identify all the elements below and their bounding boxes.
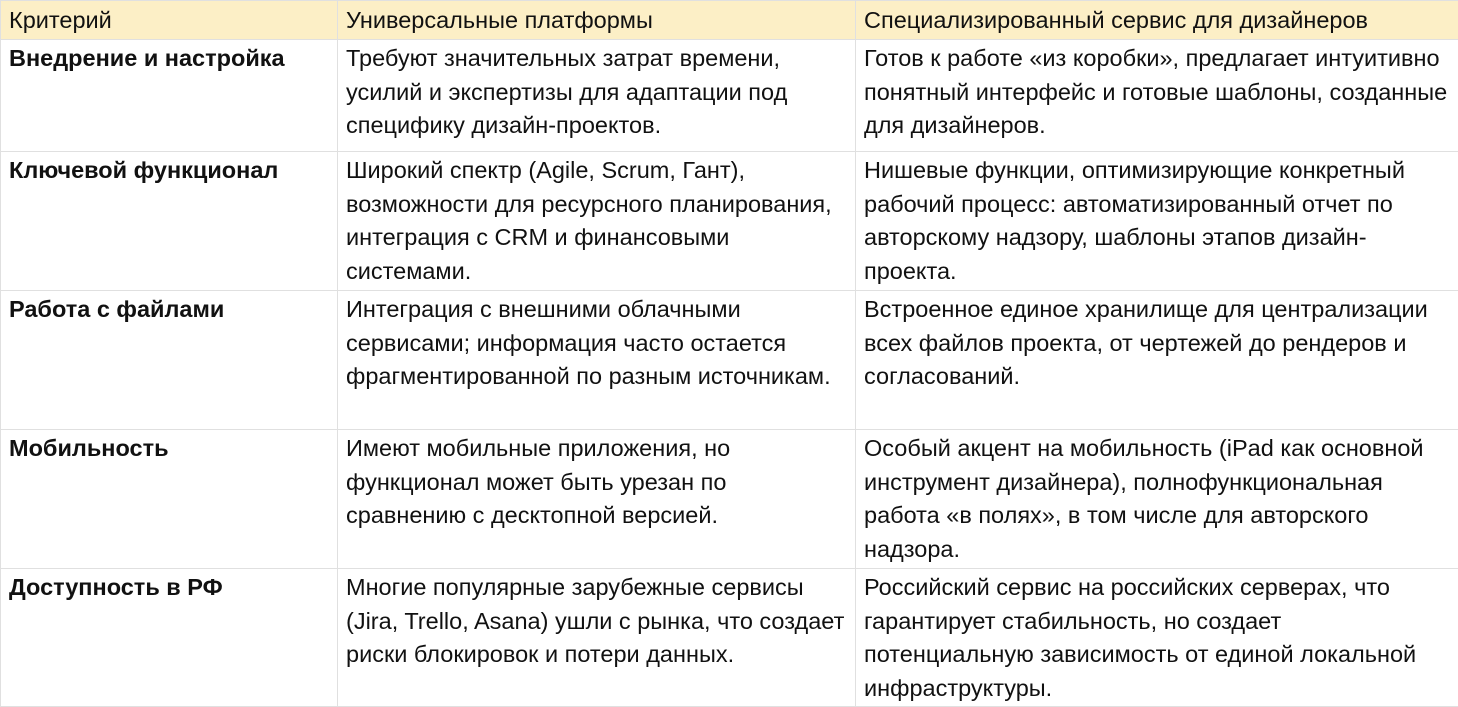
row-specialized-cell: Готов к работе «из коробки», предлагает интуитивно понятный интерфейс и готовые шаблоны, созданные для дизайнеров.	[856, 40, 1458, 152]
row-criterion: Доступность в РФ	[1, 569, 338, 707]
row-specialized-cell: Встроенное единое хранилище для централизации всех файлов проекта, от чертежей до рендеров и согласований.	[856, 291, 1458, 430]
row-universal-cell: Требуют значительных затрат времени, усилий и экспертизы для адаптации под специфику дизайн-проектов.	[338, 40, 856, 152]
table-row	[1, 569, 1458, 707]
table-row	[1, 291, 1458, 430]
row-specialized-cell: Российский сервис на российских серверах, что гарантирует стабильность, но создает потенциальную зависимость от единой локальной инфраструктуры.	[856, 569, 1458, 707]
table-row	[1, 152, 1458, 291]
header-criterion: Критерий	[1, 1, 338, 40]
row-universal-cell: Многие популярные зарубежные сервисы (Jira, Trello, Asana) ушли с рынка, что создает риски блокировок и потери данных.	[338, 569, 856, 707]
header-specialized-service: Специализированный сервис для дизайнеров	[856, 1, 1458, 40]
row-specialized-cell: Особый акцент на мобильность (iPad как основной инструмент дизайнера), полнофункциональная работа «в полях», в том числе для авторского надзора.	[856, 430, 1458, 569]
row-specialized-cell: Нишевые функции, оптимизирующие конкретный рабочий процесс: автоматизированный отчет по авторскому надзору, шаблоны этапов дизайн-проекта.	[856, 152, 1458, 291]
row-universal-cell: Интеграция с внешними облачными сервисами; информация часто остается фрагментированной по разным источникам.	[338, 291, 856, 430]
table-header-row	[1, 1, 1458, 40]
row-universal-cell: Широкий спектр (Agile, Scrum, Гант), возможности для ресурсного планирования, интеграция с CRM и финансовыми системами.	[338, 152, 856, 291]
header-universal-platforms: Универсальные платформы	[338, 1, 856, 40]
row-criterion: Работа с файлами	[1, 291, 338, 430]
table-row	[1, 430, 1458, 569]
row-criterion: Мобильность	[1, 430, 338, 569]
row-criterion: Ключевой функционал	[1, 152, 338, 291]
row-criterion: Внедрение и настройка	[1, 40, 338, 152]
table-row	[1, 40, 1458, 152]
row-universal-cell: Имеют мобильные приложения, но функционал может быть урезан по сравнению с десктопной версией.	[338, 430, 856, 569]
